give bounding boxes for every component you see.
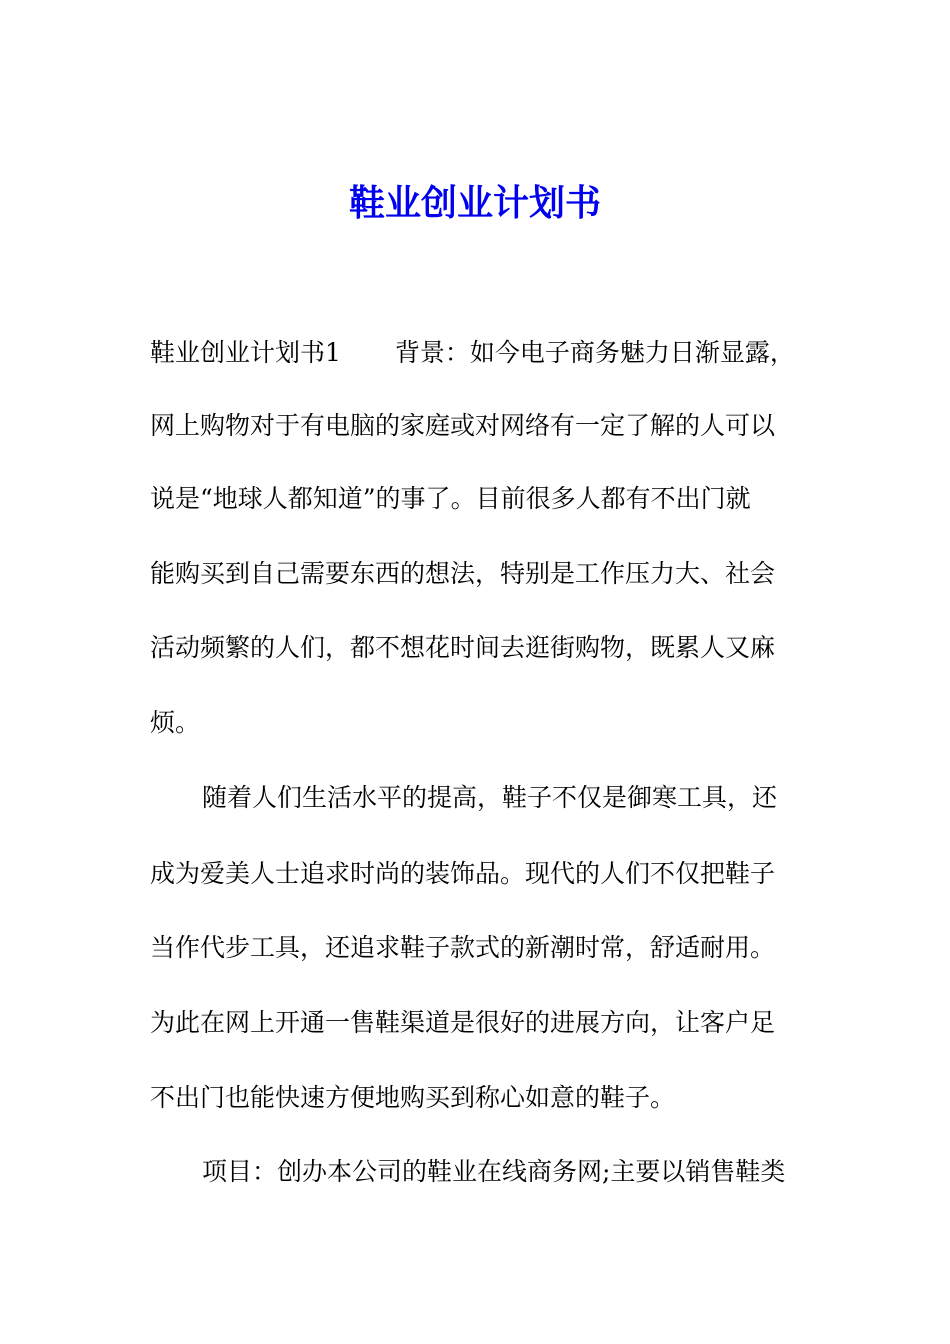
section-heading: 鞋业创业计划书1 — [150, 338, 341, 367]
paragraph-line: 随着人们生活水平的提高，鞋子不仅是御寒工具，还 — [202, 783, 778, 812]
document-title: 鞋业创业计划书 — [348, 182, 601, 224]
paragraph-text: 背景：如今电子商务魅力日渐显露， — [394, 338, 795, 367]
paragraph-line: 烦。 — [150, 708, 201, 737]
paragraph-line — [150, 335, 795, 371]
paragraph-line: 不出门也能快速方便地购买到称心如意的鞋子。 — [150, 1083, 676, 1112]
paragraph-line: 成为爱美人士追求时尚的装饰品。现代的人们不仅把鞋子 — [150, 859, 776, 888]
paragraph-line: 活动频繁的人们，都不想花时间去逛街购物，既累人又麻 — [150, 633, 776, 662]
paragraph-line: 能购买到自己需要东西的想法，特别是工作压力大、社会 — [150, 559, 776, 588]
paragraph-line: 为此在网上开通一售鞋渠道是很好的进展方向，让客户足 — [150, 1008, 776, 1037]
paragraph-line: 说是“地球人都知道”的事了。目前很多人都有不出门就 — [150, 484, 751, 513]
paragraph-line: 项目：创办本公司的鞋业在线商务网;主要以销售鞋类 — [202, 1157, 786, 1186]
paragraph-line: 网上购物对于有电脑的家庭或对网络有一定了解的人可以 — [150, 411, 776, 440]
paragraph-line: 当作代步工具，还追求鞋子款式的新潮时常，舒适耐用。 — [150, 933, 776, 962]
